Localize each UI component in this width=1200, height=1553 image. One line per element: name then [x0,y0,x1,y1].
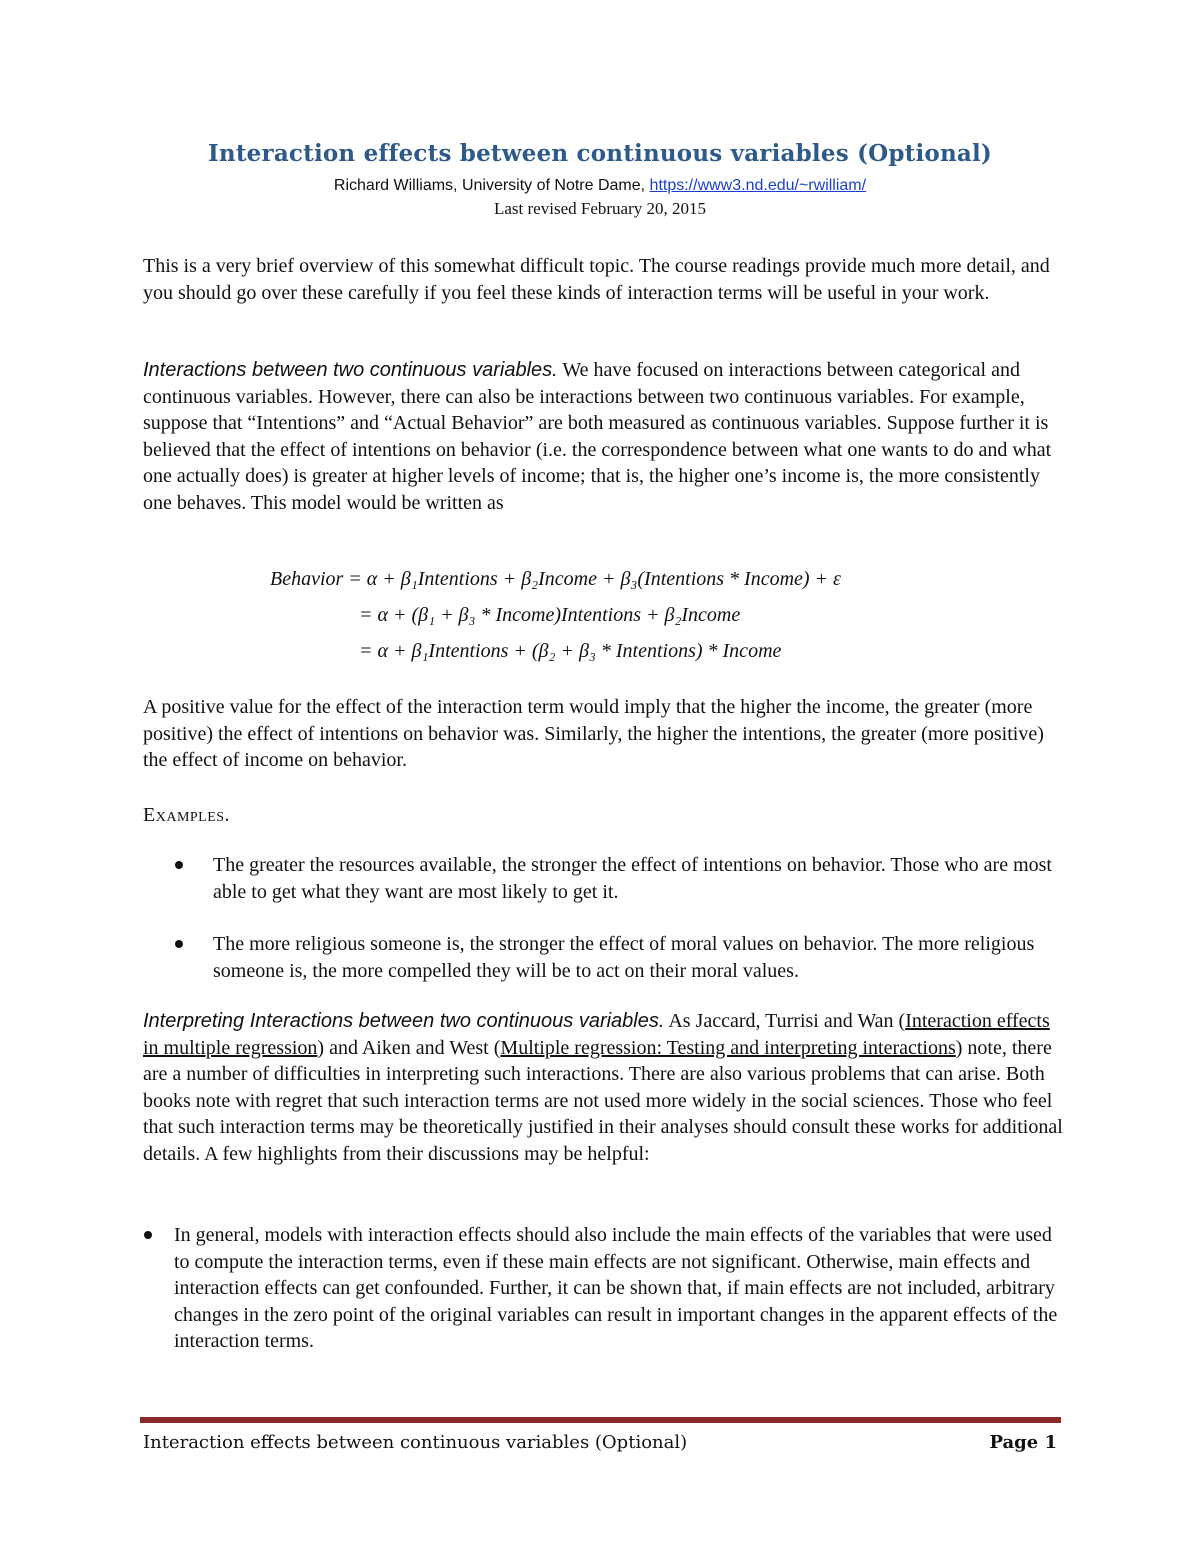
section2-paragraph [143,1008,1063,1168]
example-text: The more religious someone is, the stronger the effect of moral values on behavior. The more religious someone is, the more compelled they will be to act on their moral values. [213,933,1035,982]
page-number: Page 1 [989,1432,1057,1453]
examples-list [143,852,1063,984]
equation-line-3: = α + β₁Intentions + (β₂ + β₃ * Intentions) * Income [359,640,782,662]
list-item [143,852,1063,905]
section1-paragraph [143,357,1063,517]
author-text: Richard Williams, University of Notre Dame, [333,177,650,194]
book-title-2: Multiple regression: Testing and interpreting interactions [500,1036,956,1059]
list-item [143,931,1063,984]
bullet-icon [175,861,183,869]
equation-line-2: = α + (β₁ + β₃ * Income)Intentions + β₂Income [359,604,741,626]
highlight-text: In general, models with interaction effects should also include the main effects of the variables that were used to compute the interaction terms, even if these main effects are not significant. Otherwise, main effects and interaction effects can get confounded. Further, it can be shown that, if main effects are not included, arbitrary changes in the zero point of the original variables can result in important changes in the apparent effects of the interaction terms. [174,1224,1058,1353]
interpretation-paragraph: A positive value for the effect of the interaction term would imply that the higher the income, the greater (more positive) the effect of intentions on behavior was. Similarly, the higher the intentions, the greater (more positive) the effect of income on behavior. [143,696,1044,772]
footer-title: Interaction effects between continuous variables (Optional) [143,1432,688,1453]
book-title-1: Interaction effects in multiple regression [143,1010,1050,1059]
intro-paragraph: This is a very brief overview of this somewhat difficult topic. The course readings provide much more detail, and you should go over these carefully if you feel these kinds of interaction terms will be useful in your work. [143,255,1050,304]
section2-text-1: As Jaccard, Turrisi and Wan ( [664,1010,906,1032]
section1-body: We have focused on interactions between categorical and continuous variables. However, there can also be interactions between two continuous variables. For example, suppose that “Intentions” and “Actual Behavior” are both measured as continuous variables. Suppose further it is believed that the effect of intentions on behavior (i.e. the correspondence between what one wants to do and what one actually does) is greater at higher levels of income; that is, the higher one’s income is, the more consistently one behaves. This model would be written as [143,359,1052,514]
bullet-icon [144,1231,152,1239]
author-line [0,177,1200,195]
section1-heading: Interactions between two continuous variables. [143,359,558,381]
section2-text-2: ) and Aiken and West ( [317,1036,501,1059]
examples-label: Examples. [143,804,231,826]
document-title: Interaction effects between continuous variables (Optional) [207,140,993,167]
example-text: The greater the resources available, the stronger the effect of intentions on behavior. Those who are most able to get what they want are most likely to get it. [213,854,1052,903]
list-item [110,1222,1063,1355]
highlights-list [110,1222,1063,1355]
equation-line-1: Behavior = α + β₁Intentions + β₂Income + β₃(Intentions * Income) + ε [270,568,841,590]
bullet-icon [175,940,183,948]
author-url-link[interactable]: https://www3.nd.edu/~rwilliam/ [649,177,867,194]
section2-heading: Interpreting Interactions between two continuous variables. [143,1010,665,1032]
revised-date: Last revised February 20, 2015 [494,199,706,218]
footer-divider [140,1417,1061,1423]
section2-text-3: ) note, there are a number of difficulties in interpreting such interactions. There are also various problems that can arise. Both books note with regret that such interaction terms are not used more widely in the social sciences. Those who feel that such interaction terms may be theoretically justified in their analyses should consult these works for additional details. A few highlights from their discussions may be helpful: [143,1036,1063,1165]
